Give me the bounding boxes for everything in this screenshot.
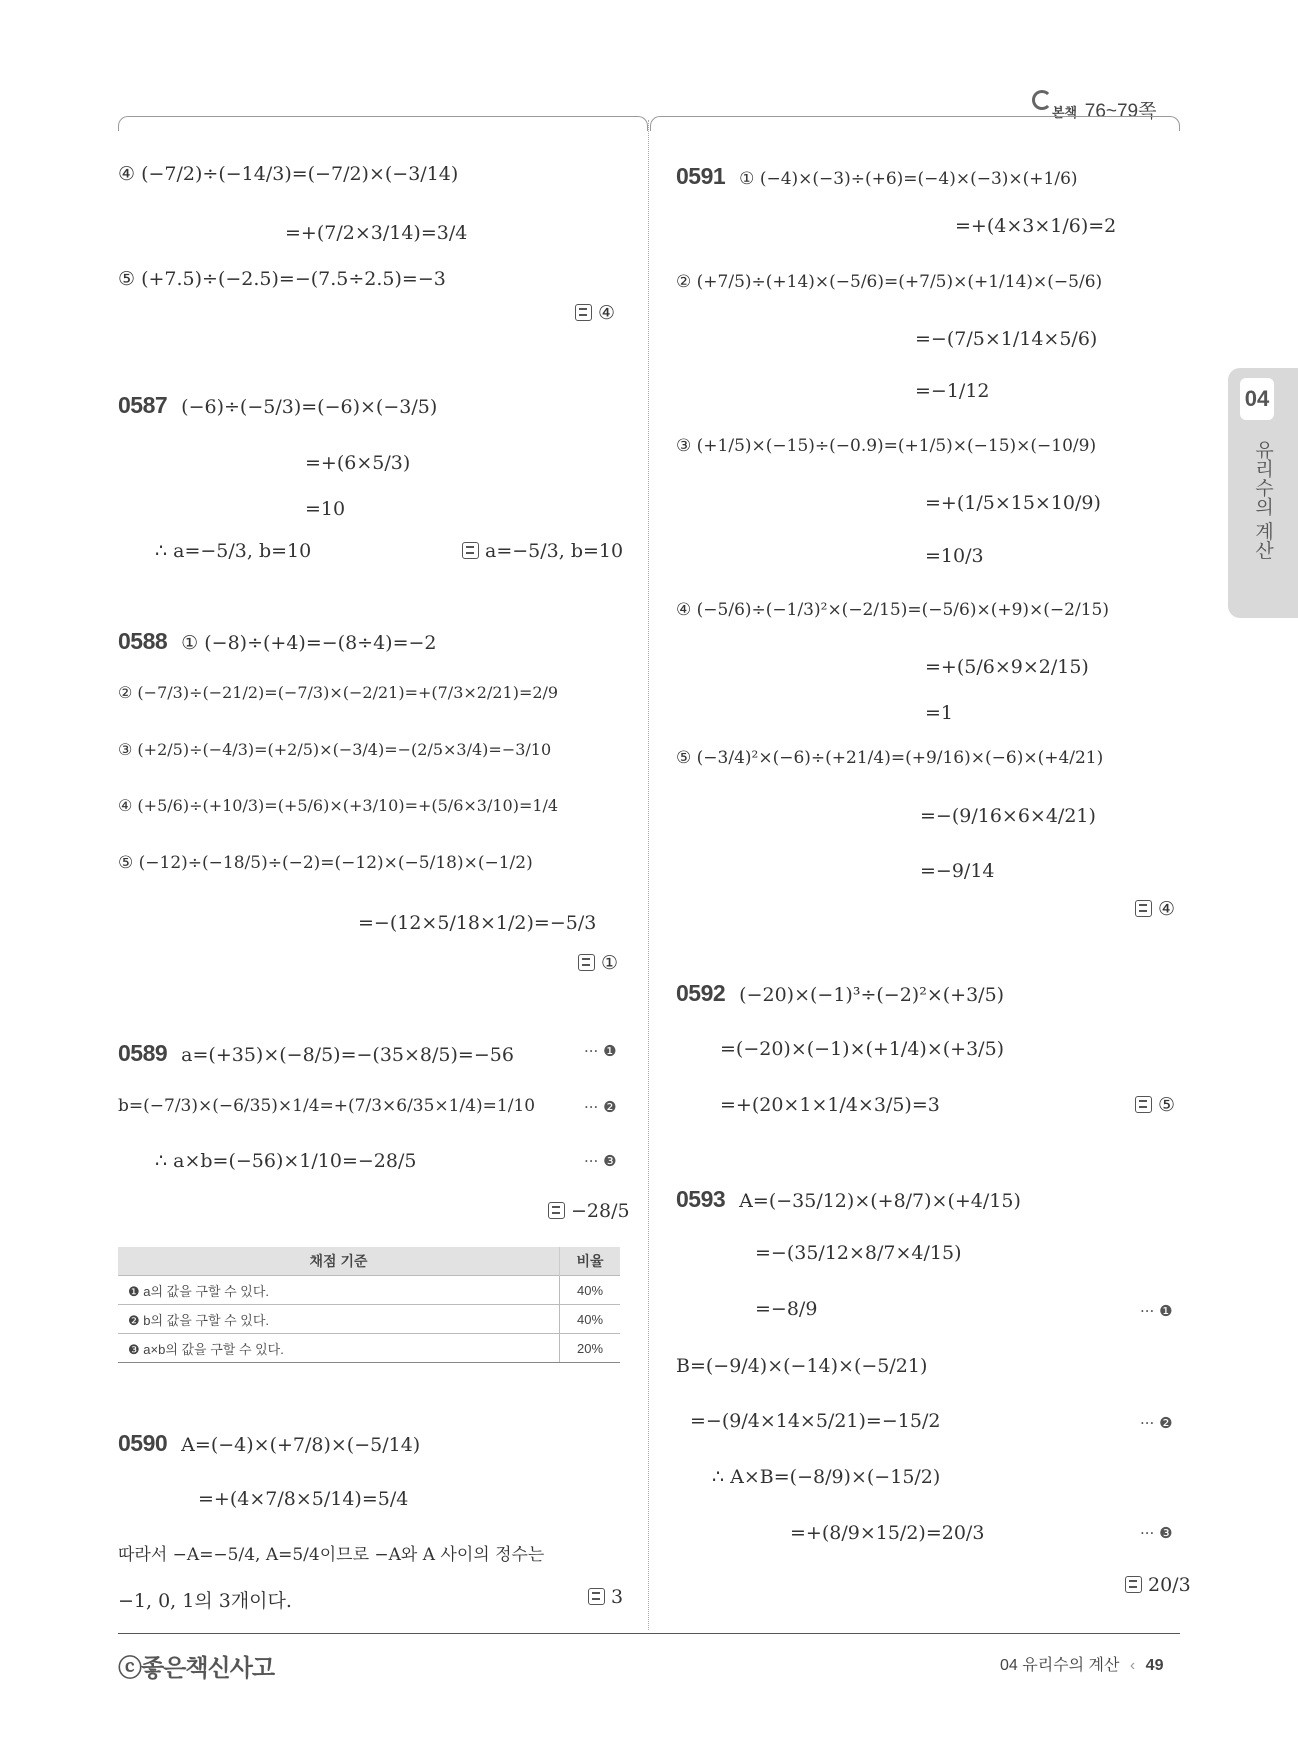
solution-line: (−6)÷(−5/3)=(−6)×(−3/5) — [181, 396, 438, 418]
solution-line: ∴ a×b=(−56)×1/10=−28/5 — [155, 1150, 417, 1172]
problem-0588 — [118, 628, 437, 655]
solution-line: =10 — [305, 498, 346, 520]
column-divider — [648, 120, 649, 1630]
solution-line: =10/3 — [925, 545, 984, 567]
solution-line: =(−20)×(−1)×(+1/4)×(+3/5) — [720, 1038, 1005, 1060]
ratio-cell: 40% — [560, 1305, 621, 1334]
problem-number: 0588 — [118, 628, 168, 654]
problem-0589 — [118, 1040, 514, 1067]
answer: ④ — [1158, 898, 1176, 920]
problem-number: 0587 — [118, 392, 168, 418]
chapter-number: 04 — [1240, 378, 1274, 420]
answer-icon — [548, 1202, 565, 1219]
answer-line — [548, 1200, 630, 1222]
problem-number: 0589 — [118, 1040, 168, 1066]
book-label: 본책 — [1052, 105, 1078, 120]
answer-line — [1135, 1094, 1175, 1116]
answer: −28/5 — [571, 1200, 630, 1222]
solution-line: ④ (−7/2)÷(−14/3)=(−7/2)×(−3/14) — [118, 163, 459, 185]
ratio-header: 비율 — [560, 1247, 621, 1276]
solution-line: =−8/9 — [755, 1298, 818, 1320]
solution-line: =−(9/16×6×4/21) — [920, 805, 1096, 827]
answer: 3 — [611, 1586, 624, 1608]
book-ref-icon — [1032, 90, 1052, 110]
table-row — [118, 1305, 620, 1334]
answer-icon — [1135, 1096, 1152, 1113]
problem-number: 0592 — [676, 980, 726, 1006]
solution-line: =+(20×1×1/4×3/5)=3 — [720, 1094, 940, 1116]
solution-line: a=(+35)×(−8/5)=−(35×8/5)=−56 — [181, 1044, 514, 1066]
problem-0592 — [676, 980, 1004, 1007]
problem-number: 0593 — [676, 1186, 726, 1212]
answer-icon — [1135, 900, 1152, 917]
criteria-cell: ❶ a의 값을 구할 수 있다. — [118, 1276, 560, 1305]
solution-line: =+(5/6×9×2/15) — [925, 656, 1089, 678]
solution-line: =−(9/4×14×5/21)=−15/2 — [690, 1410, 941, 1432]
solution-line: =+(1/5×15×10/9) — [925, 492, 1101, 514]
page-range: 76~79쪽 — [1084, 101, 1157, 122]
answer: ① — [601, 952, 619, 974]
left-top-rule — [118, 116, 648, 131]
answer-icon — [1125, 1576, 1142, 1593]
answer-icon — [588, 1588, 605, 1605]
answer-icon — [575, 304, 592, 321]
step-marker: ··· ❷ — [584, 1098, 617, 1116]
solution-line: b=(−7/3)×(−6/35)×1/4=+(7/3×6/35×1/4)=1/10 — [118, 1096, 536, 1116]
solution-line: =+(7/2×3/14)=3/4 — [285, 222, 468, 244]
problem-number: 0591 — [676, 163, 726, 189]
footer-chapter — [1000, 1652, 1163, 1675]
solution-line: =−1/12 — [915, 380, 990, 402]
grading-table — [118, 1247, 620, 1363]
answer-line — [462, 540, 623, 562]
ratio-cell: 40% — [560, 1276, 621, 1305]
chevron-left-icon: ‹ — [1129, 1657, 1136, 1674]
answer: ④ — [598, 302, 616, 324]
right-top-rule — [650, 116, 1180, 131]
page-number: 49 — [1145, 1657, 1164, 1674]
solution-line: =+(6×5/3) — [305, 452, 411, 474]
solution-line: (−20)×(−1)³÷(−2)²×(+3/5) — [739, 984, 1005, 1006]
solution-line: ∴ A×B=(−8/9)×(−15/2) — [712, 1466, 941, 1488]
step-marker: ··· ❶ — [584, 1042, 617, 1060]
solution-line: ③ (+2/5)÷(−4/3)=(+2/5)×(−3/4)=−(2/5×3/4)=−3/10 — [118, 740, 552, 759]
table-row — [118, 1276, 620, 1305]
solution-line: =−(7/5×1/14×5/6) — [915, 328, 1098, 350]
answer-line — [1135, 898, 1175, 920]
table-header-row — [118, 1247, 620, 1276]
solution-line: =+(8/9×15/2)=20/3 — [790, 1522, 985, 1544]
step-marker: ··· ❶ — [1140, 1302, 1173, 1320]
solution-line: A=(−35/12)×(+8/7)×(+4/15) — [739, 1190, 1021, 1212]
solution-line: =+(4×3×1/6)=2 — [955, 215, 1117, 237]
step-marker: ··· ❷ — [1140, 1414, 1173, 1432]
solution-line: ① (−8)÷(+4)=−(8÷4)=−2 — [181, 632, 437, 654]
solution-line: ③ (+1/5)×(−15)÷(−0.9)=(+1/5)×(−15)×(−10/9) — [676, 436, 1097, 456]
answer: 20/3 — [1148, 1574, 1191, 1596]
ratio-cell: 20% — [560, 1334, 621, 1363]
solution-line: 따라서 −A=−5/4, A=5/4이므로 −A와 A 사이의 정수는 — [118, 1545, 545, 1565]
chapter-title: 유리수의 계산 — [1252, 440, 1273, 560]
solution-line: =−(12×5/18×1/2)=−5/3 — [358, 912, 597, 934]
solution-line: ② (−7/3)÷(−21/2)=(−7/3)×(−2/21)=+(7/3×2/21)=2/9 — [118, 683, 559, 702]
criteria-cell: ❸ a×b의 값을 구할 수 있다. — [118, 1334, 560, 1363]
answer-icon — [578, 954, 595, 971]
solution-line: ② (+7/5)÷(+14)×(−5/6)=(+7/5)×(+1/14)×(−5/6) — [676, 272, 1103, 292]
solution-line: =−(35/12×8/7×4/15) — [755, 1242, 962, 1264]
answer-line — [578, 952, 618, 974]
solution-line: ⑤ (−3/4)²×(−6)÷(+21/4)=(+9/16)×(−6)×(+4/21) — [676, 748, 1104, 768]
step-marker: ··· ❸ — [1140, 1524, 1173, 1542]
solution-line: =+(4×7/8×5/14)=5/4 — [198, 1488, 409, 1510]
criteria-cell: ❷ b의 값을 구할 수 있다. — [118, 1305, 560, 1334]
solution-line: ∴ a=−5/3, b=10 — [155, 540, 312, 562]
solution-line: A=(−4)×(+7/8)×(−5/14) — [181, 1434, 421, 1456]
problem-0593 — [676, 1186, 1021, 1213]
answer-line — [588, 1586, 623, 1608]
solution-line: ⑤ (+7.5)÷(−2.5)=−(7.5÷2.5)=−3 — [118, 268, 446, 290]
table-row — [118, 1334, 620, 1363]
problem-0590 — [118, 1430, 420, 1457]
chapter-label: 04 유리수의 계산 — [1000, 1657, 1120, 1674]
solution-line: ④ (+5/6)÷(+10/3)=(+5/6)×(+3/10)=+(5/6×3/10)=1/4 — [118, 796, 559, 815]
problem-0587 — [118, 392, 437, 419]
solution-line: ① (−4)×(−3)÷(+6)=(−4)×(−3)×(+1/6) — [739, 169, 1078, 189]
answer-icon — [462, 542, 479, 559]
solution-line: =1 — [925, 702, 954, 724]
solution-line: =−9/14 — [920, 860, 995, 882]
problem-0591 — [676, 163, 1078, 190]
solution-line: ④ (−5/6)÷(−1/3)²×(−2/15)=(−5/6)×(+9)×(−2/15) — [676, 600, 1109, 620]
solution-line: ⑤ (−12)÷(−18/5)÷(−2)=(−12)×(−5/18)×(−1/2) — [118, 853, 533, 873]
solution-line: −1, 0, 1의 3개이다. — [118, 1590, 292, 1612]
answer: a=−5/3, b=10 — [485, 540, 624, 562]
step-marker: ··· ❸ — [584, 1152, 617, 1170]
answer: ⑤ — [1158, 1094, 1176, 1116]
problem-number: 0590 — [118, 1430, 168, 1456]
criteria-header: 채점 기준 — [118, 1247, 560, 1276]
solution-line: B=(−9/4)×(−14)×(−5/21) — [676, 1355, 928, 1377]
answer-line — [1125, 1574, 1191, 1596]
footer-rule — [118, 1633, 1180, 1634]
answer-line — [575, 302, 615, 324]
publisher-logo: ⓒ좋은책신사고 — [118, 1655, 275, 1682]
